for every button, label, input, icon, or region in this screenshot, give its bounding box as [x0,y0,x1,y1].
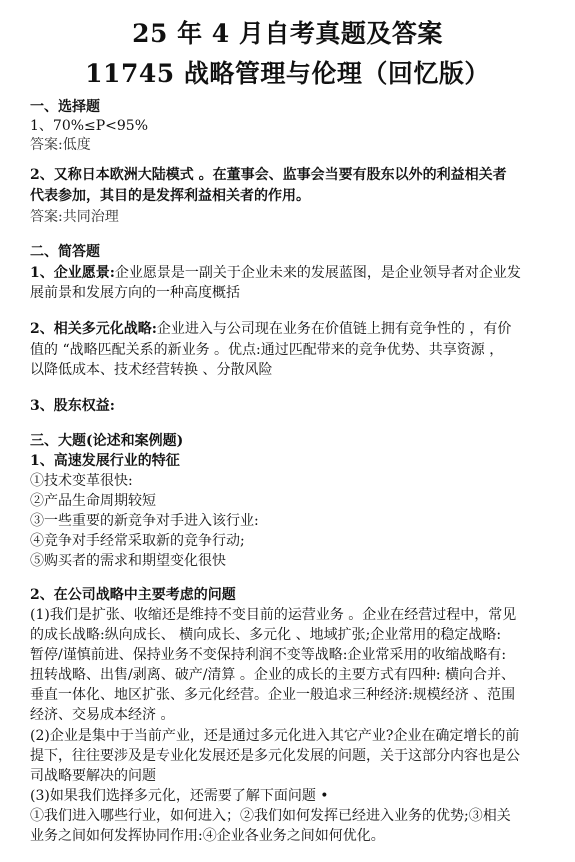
s3-q2-title: 2、在公司战略中主要考虑的问题 [30,587,236,603]
s2-q1-label: 1、企业愿景: [30,265,115,281]
section1-heading: 一、选择题 [30,99,100,115]
section3-heading: 三、大题(论述和案例题) [30,433,184,449]
s2-q1-text: 企业愿景是一副关于企业未来的发展蓝图，是企业领导者对企业发 [114,265,521,281]
s2-q2-text: 企业进入与公司现在业务在价值链上拥有竞争性的 ，有价 [156,321,512,337]
s3-q2-line: 提下，往往要涉及是专业化发展还是多元化发展的问题，关于这部分内容也是公 [30,748,520,764]
s3-q2-line: ①我们进入哪些行业，如何进入；②我们如何发挥已经进入业务的优势;③相关 [30,808,511,824]
s3-q2-line: (3)如果我们选择多元化，还需要了解下面问题 • [30,788,329,804]
s3-q2-line: (2)企业是集中于当前产业，还是通过多元化进入其它产业?企业在确定增长的前 [30,728,520,744]
s2-q1-line2: 展前景和发展方向的一种高度概括 [30,285,240,301]
s3-q2-line: 暂停/谨慎前进、保持业务不变保持利润不变等战略:企业常采用的收缩战略有: [30,647,507,663]
s3-q1-item: ③一些重要的新竞争对手进入该行业: [30,513,259,529]
s3-q2-line: 经济、交易成本经济 。 [30,707,175,723]
s3-q2-line: 的成长战略:纵向成长、 横向成长、多元化 、地域扩张;企业常用的稳定战略: [30,627,502,643]
s2-q2-line1 [30,320,511,339]
s3-q1-item: ②产品生命周期较短 [30,493,156,509]
s2-q2-line2: 值的 “战略匹配关系的新业务 。优点:通过匹配带来的竞争优势、共享资源 ， [30,342,504,358]
s1-q1-question: 1、70%≤P<95% [30,118,149,134]
s3-q2-line: 司战略要解决的问题 [30,768,156,784]
s3-q2-line: 业务之间如何发挥协同作用:④企业各业务之间如何优化。 [30,828,385,844]
document-title-line1: 25 年 4 月自考真题及答案 [132,19,443,48]
s3-q1-item: ⑤购买者的需求和期望变化很快 [30,553,226,569]
s1-q2-line1: 2、又称日本欧洲大陆模式 。在董事会、监事会当要有股东以外的利益相关者 [30,167,507,183]
s2-q2-line3: 以降低成本、技术经营转换 、分散风险 [30,362,273,378]
s3-q1-item: ①技术变革很快: [30,473,133,489]
s1-q1-answer: 答案:低度 [30,137,91,153]
s2-q2-label: 2、相关多元化战略: [30,321,157,337]
s3-q1-title: 1、高速发展行业的特征 [30,453,180,469]
document-title-line2: 11745 战略管理与伦理（回忆版） [85,59,490,88]
s2-q3-label: 3、股东权益: [30,398,115,414]
s1-q2-line2: 代表参加，其目的是发挥利益相关者的作用。 [30,188,310,204]
s1-q2-answer: 答案:共同治理 [30,209,119,225]
section2-heading: 二、简答题 [30,244,100,260]
s3-q2-line: 垂直一体化、地区扩张、多元化经营。企业一般追求三种经济:规模经济 、范围 [30,687,516,703]
s3-q2-line: 扭转战略、出售/剥离、破产/清算 。企业的成长的主要方式有四种: 横向合并、 [30,667,516,683]
s3-q1-item: ④竞争对手经常采取新的竞争行动; [30,533,245,549]
s3-q2-line: (1)我们是扩张、收缩还是维持不变目前的运营业务 。企业在经营过程中，常见 [30,607,517,623]
s2-q1-line1 [30,264,521,283]
